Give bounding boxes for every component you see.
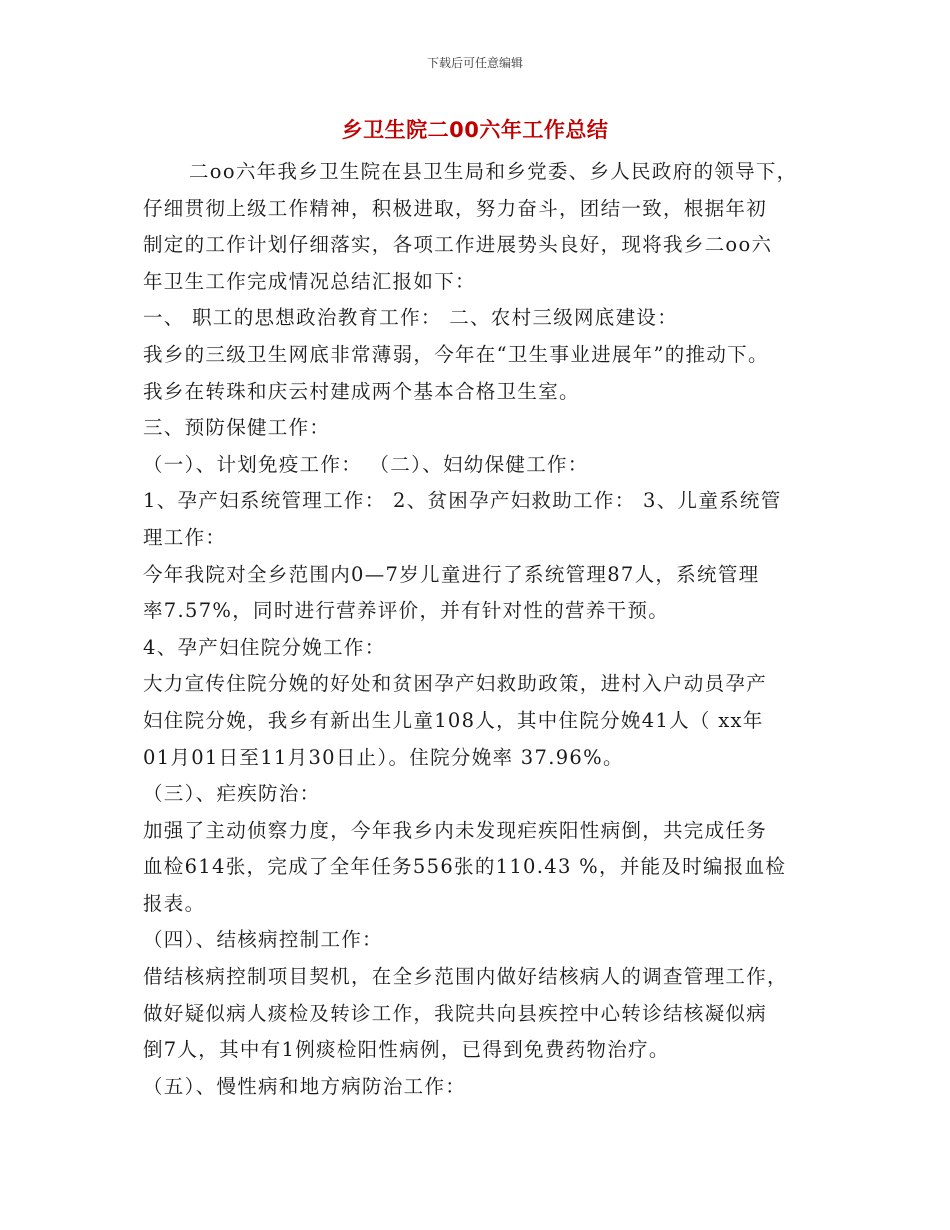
- subsection-heading: （一）、计划免疫工作： （二）、妇幼保健工作：: [143, 452, 589, 476]
- subsection-heading: 1、孕产妇系统管理工作： 2、贫困孕产妇救助工作： 3、儿童系统管: [143, 489, 782, 513]
- subsection-heading: （五）、慢性病和地方病防治工作：: [143, 1074, 467, 1098]
- paragraph-line: 今年我院对全乡范围内0—7岁儿童进行了系统管理87人，系统管理: [143, 562, 760, 586]
- paragraph-line: 仔细贯彻上级工作精神，积极进取，努力奋斗，团结一致，根据年初: [143, 196, 768, 220]
- paragraph-line: 血检614张，完成了全年任务556张的110.43 %，并能及时编报血检: [143, 855, 787, 879]
- paragraph-line: 做好疑似病人痰检及转诊工作，我院共向县疾控中心转诊结核凝似病: [143, 1001, 768, 1025]
- paragraph-line: 01月01日至11月30日止）。住院分娩率 37.96%。: [143, 745, 624, 769]
- paragraph-line: 加强了主动侦察力度，今年我乡内未发现疟疾阳性病倒，共完成任务: [143, 818, 768, 842]
- paragraph-line: 二oo六年我乡卫生院在县卫生局和乡党委、乡人民政府的领导下，: [189, 160, 798, 183]
- header-note: 下载后可任意编辑: [426, 56, 523, 70]
- subsection-heading: （三）、疟疾防治：: [143, 782, 321, 806]
- paragraph-line: 大力宣传住院分娩的好处和贫困孕产妇救助政策，进村入户动员孕产: [143, 672, 768, 696]
- paragraph-line: 我乡在转珠和庆云村建成两个基本合格卫生室。: [143, 379, 580, 403]
- subsection-heading: 理工作：: [143, 525, 227, 549]
- document-body: [143, 154, 813, 1105]
- paragraph-line: 妇住院分娩，我乡有新出生儿童108人，其中住院分娩41人（ xx年: [143, 708, 764, 732]
- paragraph-line: 借结核病控制项目契机，在全乡范围内做好结核病人的调查管理工作，: [143, 965, 788, 989]
- paragraph-line: 倒7人，其中有1例痰检阳性病例，已得到免费药物治疗。: [143, 1038, 670, 1062]
- section-heading: 三、预防保健工作：: [143, 416, 331, 440]
- paragraph-line: 年卫生工作完成情况总结汇报如下：: [143, 269, 476, 293]
- subsection-heading: （四）、结核病控制工作：: [143, 928, 383, 952]
- paragraph-line: 我乡的三级卫生网底非常薄弱，今年在“卫生事业进展年”的推动下。: [143, 342, 769, 366]
- paragraph-line: 率7.57%，同时进行营养评价，并有针对性的营养干预。: [143, 599, 670, 623]
- section-heading: 一、 职工的思想政治教育工作： 二、农村三级网底建设：: [143, 306, 678, 330]
- document-title: 乡卫生院二00六年工作总结: [341, 118, 609, 142]
- paragraph-line: 制定的工作计划仔细落实，各项工作进展势头良好，现将我乡二oo六: [143, 233, 773, 257]
- paragraph-line: 报表。: [143, 891, 206, 915]
- subsection-heading: 4、孕产妇住院分娩工作：: [143, 635, 386, 659]
